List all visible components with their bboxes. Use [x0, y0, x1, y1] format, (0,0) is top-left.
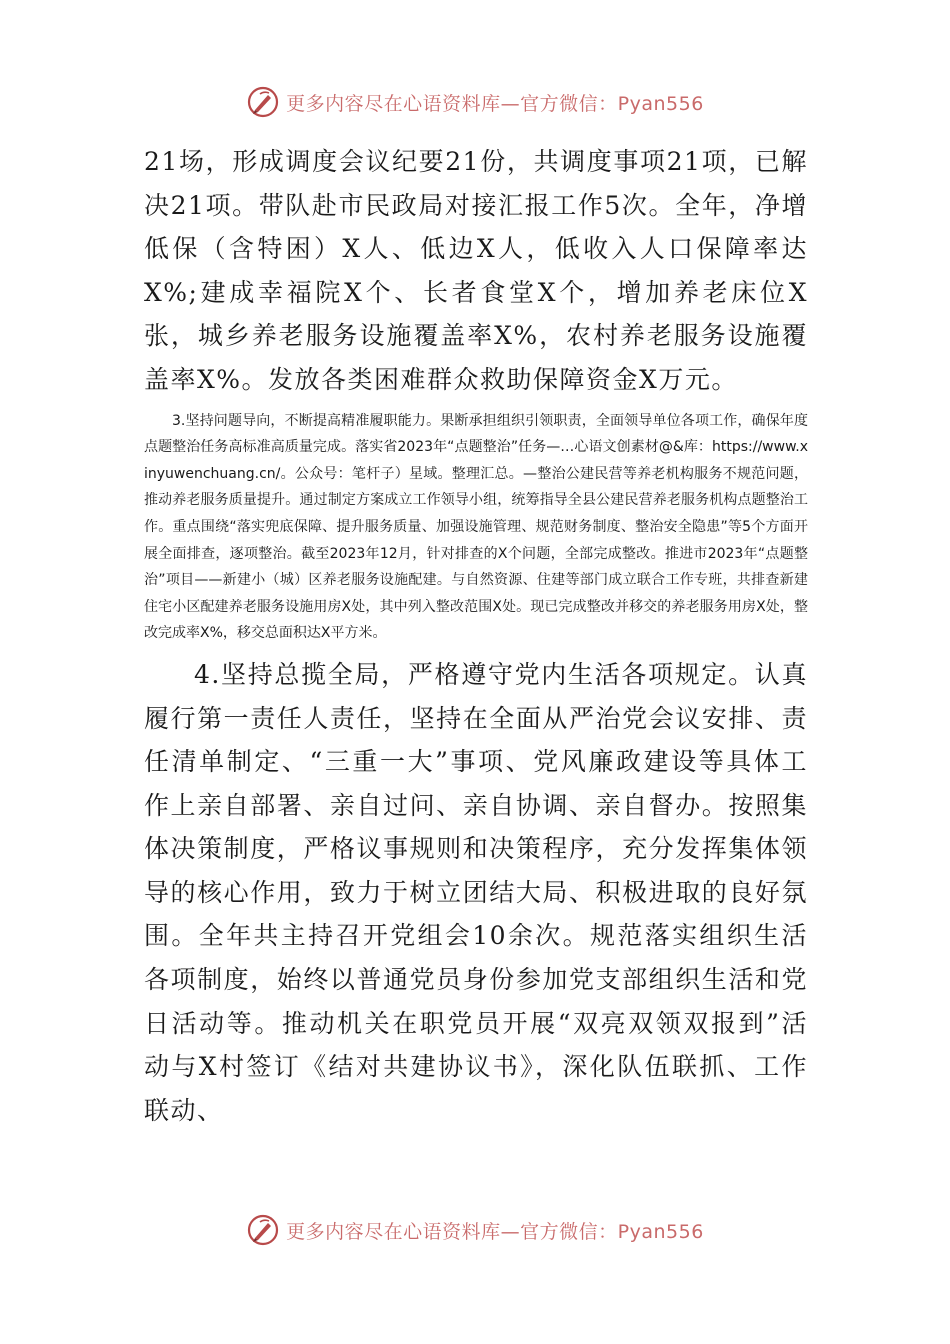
pen-logo-icon — [246, 85, 280, 119]
footer-banner — [0, 1208, 950, 1252]
header-banner-text: 更多内容尽在心语资料库—官方微信：Pyan556 — [286, 92, 704, 115]
document-body — [144, 140, 808, 1132]
footer-banner-text: 更多内容尽在心语资料库—官方微信：Pyan556 — [286, 1220, 704, 1243]
pen-logo-icon — [246, 1213, 280, 1247]
paragraph-2: 3.坚持问题导向，不断提高精准履职能力。果断承担组织引领职责，全面领导单位各项工作，确保年度点题整治任务高标准高质量完成。落实省2023年“点题整治”任务—…心语文创素材@&库：https://www.xinyuwenchuang.cn/。公众号：笔杆子）星域。整理汇总。—整治公建民营等养老机构服务不规范问题，推动养老服务质量提升。通过制定方案成立工作领导小组，统筹指导全县公建民营养老服务机构点题整治工作。重点围绕“落实兜底保障、提升服务质量、加强设施管理、规范财务制度、整治安全隐患”等5个方面开展全面排查，逐项整治。截至2023年12月，针对排查的X个问题，全部完成整改。推进市2023年“点题整治”项目——新建小（城）区养老服务设施配建。与自然资源、住建等部门成立联合工作专班，共排查新建住宅小区配建养老服务设施用房X处，其中列入整改范围X处。现已完成整改并移交的养老服务用房X处，整改完成率X%，移交总面积达X平方米。 — [144, 412, 808, 642]
paragraph-3: 4.坚持总揽全局，严格遵守党内生活各项规定。认真履行第一责任人责任，坚持在全面从严治党会议安排、责任清单制定、“三重一大”事项、党风廉政建设等具体工作上亲自部署、亲自过问、亲自协调、亲自督办。按照集体决策制度，严格议事规则和决策程序，充分发挥集体领导的核心作用，致力于树立团结大局、积极进取的良好氛围。全年共主持召开党组会10余次。规范落实组织生活各项制度，始终以普通党员身份参加党支部组织生活和党日活动等。推动机关在职党员开展“双亮双领双报到”活动与X村签订《结对共建协议书》，深化队伍联抓、工作联动、 — [144, 659, 808, 1125]
paragraph-1: 21场，形成调度会议纪要21份，共调度事项21项，已解决21项。带队赴市民政局对接汇报工作5次。全年，净增低保（含特困）X人、低边X人，低收入人口保障率达X%;建成幸福院X个、长者食堂X个，增加养老床位X张，城乡养老服务设施覆盖率X%，农村养老服务设施覆盖率X%。发放各类困难群众救助保障资金X万元。 — [144, 147, 808, 394]
header-banner — [0, 80, 950, 124]
